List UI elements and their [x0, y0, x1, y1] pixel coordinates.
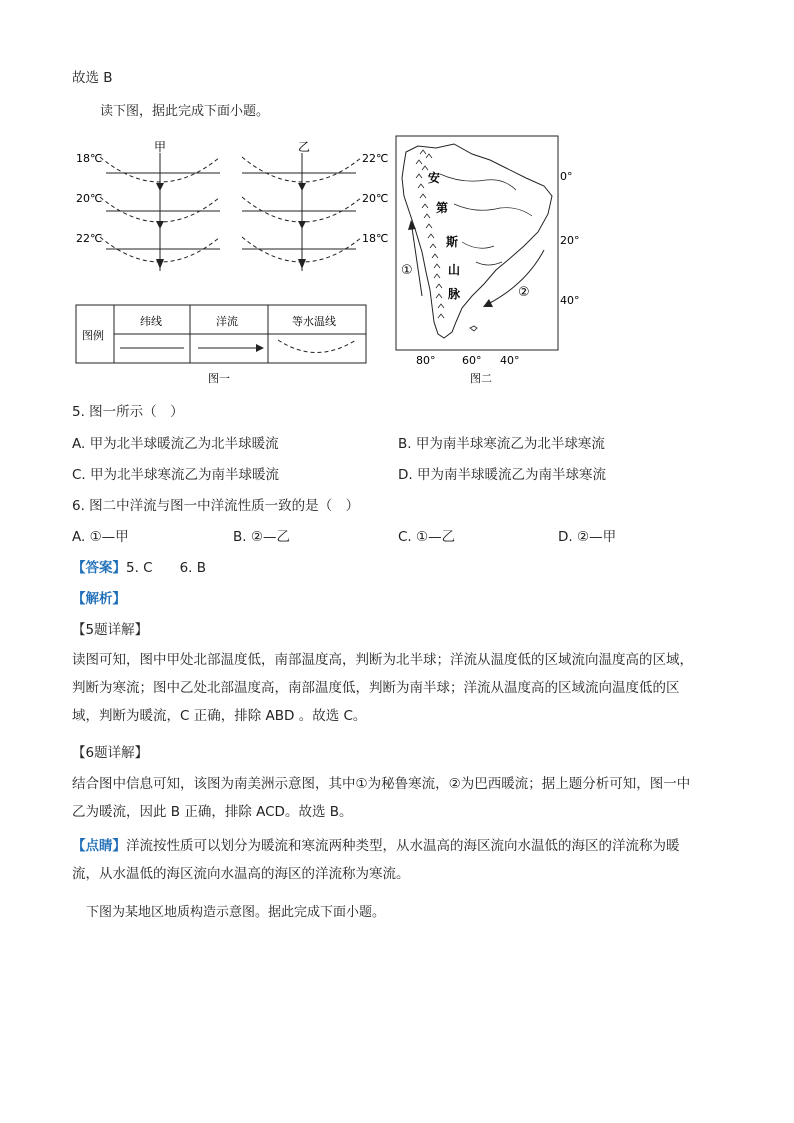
lon-label-40: 40° — [500, 354, 520, 367]
answer-tag: 【答案】 — [72, 560, 126, 576]
next-intro-text: 下图为某地区地质构造示意图。据此完成下面小题。 — [86, 905, 386, 920]
label-yi: 乙 — [298, 140, 311, 154]
analysis-tag: 【解析】 — [72, 591, 126, 607]
detail-5-line-2: 判断为寒流；图中乙处北部温度高，南部温度低，判断为南半球；洋流从温度高的区域流向温度低的区 — [72, 680, 680, 696]
temp-right-1: 22℃ — [362, 152, 389, 165]
tip-line-1 — [72, 832, 732, 860]
label-jia: 甲 — [154, 140, 167, 154]
question-6-stem: 6. 图二中洋流与图一中洋流性质一致的是（ ） — [72, 498, 360, 514]
legend-isotherm-label: 等水温线 — [292, 315, 336, 328]
island-shape — [470, 326, 477, 331]
q5-option-c: C. 甲为北半球寒流乙为南半球暖流 — [72, 467, 280, 483]
figure-two-caption: 图二 — [470, 372, 492, 385]
q6-option-b: B. ②—乙 — [233, 529, 290, 545]
previous-answer: 故选 B — [72, 70, 113, 86]
legend-latitude-label: 纬线 — [140, 315, 162, 328]
tip-line-2: 流，从水温低的海区流向水温高的海区的洋流称为寒流。 — [72, 866, 410, 882]
q6-option-c: C. ①—乙 — [398, 529, 456, 545]
lat-label-0: 0° — [560, 170, 573, 183]
temp-left-2: 20℃ — [76, 192, 103, 205]
detail-6-line-1: 结合图中信息可知，该图为南美洲示意图，其中①为秘鲁寒流，②为巴西暖流；据上题分析可知，图一中 — [72, 776, 691, 792]
q6-option-d: D. ②—甲 — [558, 529, 617, 545]
answer-line — [72, 556, 206, 576]
jia-current-arrow — [156, 153, 164, 271]
temp-right-2: 20℃ — [362, 192, 389, 205]
figure-one — [70, 135, 389, 390]
lat-label-20: 20° — [560, 234, 580, 247]
andes-char-5: 脉 — [448, 287, 461, 301]
detail-5-line-3: 域，判断为暖流，C 正确，排除 ABD 。故选 C。 — [72, 708, 367, 724]
legend-title: 图例 — [82, 329, 104, 342]
lon-label-80: 80° — [416, 354, 436, 367]
current-1-label: ① — [401, 263, 413, 278]
legend-table — [76, 305, 366, 363]
legend-current-label: 洋流 — [216, 315, 238, 328]
south-america-outline — [402, 144, 552, 338]
yi-current-arrow — [298, 153, 306, 271]
q5-option-b: B. 甲为南半球寒流乙为北半球寒流 — [398, 436, 605, 452]
figure-one-caption: 图一 — [208, 372, 230, 385]
q5-option-a: A. 甲为北半球暖流乙为北半球暖流 — [72, 436, 279, 452]
temp-right-3: 18℃ — [362, 232, 389, 245]
detail-5-body — [72, 646, 732, 730]
tip-line-1-text: 洋流按性质可以划分为暖流和寒流两种类型，从水温高的海区流向水温低的海区的洋流称为暖 — [126, 838, 680, 854]
detail-6-title: 【6题详解】 — [72, 745, 149, 761]
answer-text: 5. C 6. B — [126, 560, 207, 576]
detail-5-title: 【5题详解】 — [72, 622, 149, 638]
andes-char-1: 安 — [428, 171, 441, 185]
tip-tag: 【点睛】 — [72, 838, 126, 854]
temp-left-1: 18℃ — [76, 152, 103, 165]
intro-text: 读下图，据此完成下面小题。 — [100, 104, 270, 119]
q5-option-d: D. 甲为南半球暖流乙为南半球寒流 — [398, 467, 606, 483]
detail-6-body — [72, 770, 732, 826]
question-5-stem: 5. 图一所示（ ） — [72, 404, 184, 420]
andes-char-3: 斯 — [446, 235, 459, 249]
lon-label-60: 60° — [462, 354, 482, 367]
andes-char-4: 山 — [448, 263, 461, 277]
figure-two-south-america — [392, 134, 592, 390]
andes-char-2: 第 — [436, 201, 449, 215]
tip-body — [72, 832, 732, 888]
lat-label-40: 40° — [560, 294, 580, 307]
q6-option-a: A. ①—甲 — [72, 529, 129, 545]
detail-6-line-2: 乙为暖流，因此 B 正确，排除 ACD。故选 B。 — [72, 804, 353, 820]
current-2-label: ② — [518, 285, 530, 300]
detail-5-line-1: 读图可知，图中甲处北部温度低，南部温度高，判断为北半球；洋流从温度低的区域流向温度高的区域， — [72, 652, 693, 668]
temp-left-3: 22℃ — [76, 232, 103, 245]
